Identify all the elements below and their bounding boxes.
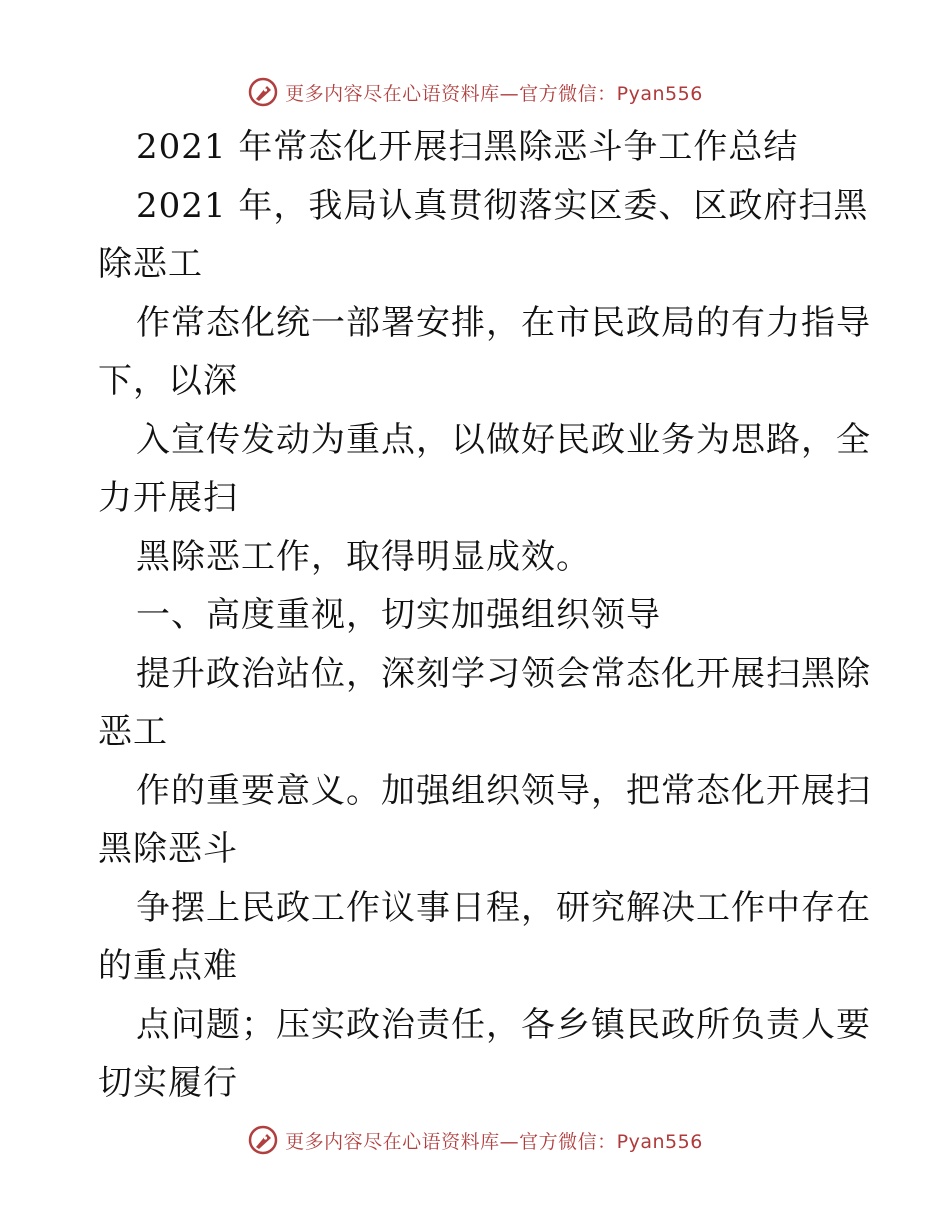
document-title: 2021 年常态化开展扫黑除恶斗争工作总结: [136, 127, 799, 167]
watermark-text-primary: 更多内容尽在心语资料库: [285, 82, 500, 105]
paragraph-line: 黑除恶工作，取得明显成效。: [136, 536, 591, 577]
document-body: [98, 118, 871, 1113]
watermark-header: [0, 70, 950, 114]
paragraph-line: 除恶工: [98, 244, 203, 284]
paragraph-line: 黑除恶斗: [98, 829, 238, 869]
section-heading: 一、高度重视，切实加强组织领导: [136, 595, 661, 635]
watermark-text-contact: —官方微信：Pyan556: [499, 82, 703, 105]
paragraph-line: 2021 年，我局认真贯彻落实区委、区政府扫黑: [136, 185, 869, 226]
pen-nib-circle-icon: [247, 76, 279, 108]
paragraph-line: 作的重要意义。加强组织领导，把常态化开展扫: [136, 770, 871, 811]
watermark-text-primary: 更多内容尽在心语资料库: [285, 1130, 500, 1153]
paragraph-line: 点问题；压实政治责任，各乡镇民政所负责人要: [136, 1004, 871, 1045]
paragraph-line: 恶工: [98, 712, 168, 752]
paragraph-line: 的重点难: [98, 946, 238, 986]
watermark-footer: [0, 1118, 950, 1162]
paragraph-line: 下，以深: [98, 361, 238, 401]
paragraph-line: 切实履行: [98, 1063, 238, 1103]
paragraph-line: 作常态化统一部署安排，在市民政局的有力指导: [136, 302, 871, 343]
paragraph-line: 入宣传发动为重点，以做好民政业务为思路，全: [136, 419, 871, 460]
paragraph-line: 争摆上民政工作议事日程，研究解决工作中存在: [136, 887, 871, 928]
paragraph-line: 力开展扫: [98, 478, 238, 518]
paragraph-line: 提升政治站位，深刻学习领会常态化开展扫黑除: [136, 653, 871, 694]
pen-nib-circle-icon: [247, 1124, 279, 1156]
watermark-text-contact: —官方微信：Pyan556: [499, 1130, 703, 1153]
